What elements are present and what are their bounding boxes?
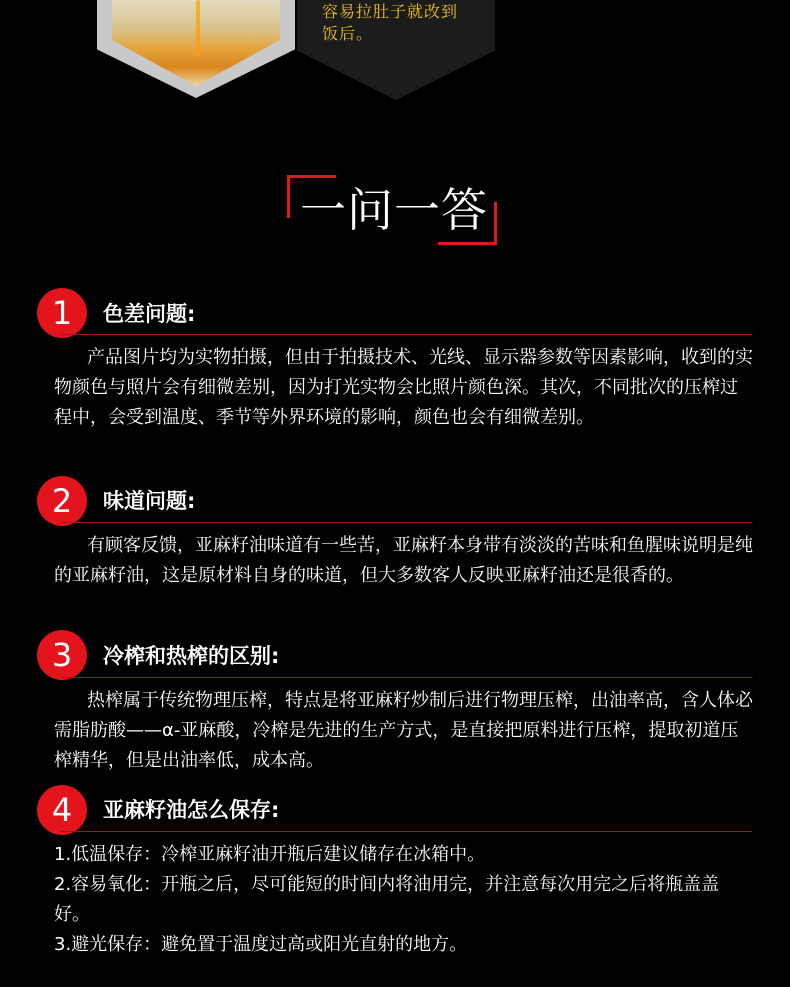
faq-divider	[60, 522, 752, 523]
faq-heading: 亚麻籽油怎么保存:	[103, 798, 280, 822]
storage-tip-item: 3.避光保存：避免置于温度过高或阳光直射的地方。	[54, 934, 468, 955]
number-badge: 2	[37, 476, 87, 526]
number-badge: 1	[37, 288, 87, 338]
faq-divider	[60, 334, 752, 335]
number-badge: 4	[37, 785, 87, 835]
tip-line: 容易拉肚子就改到	[322, 2, 459, 21]
tip-line: 饭后。	[322, 24, 374, 43]
faq-divider	[60, 677, 752, 678]
faq-body	[54, 840, 754, 960]
faq-paragraph: 有顾客反馈，亚麻籽油味道有一些苦，亚麻籽本身带有淡淡的苦味和鱼腥味说明是纯的亚麻籽油，这是原材料自身的味道，但大多数客人反映亚麻籽油还是很香的。	[54, 535, 753, 586]
tip-text	[322, 0, 482, 45]
top-product-banner	[0, 0, 790, 110]
storage-tip-item: 1.低温保存：冷榨亚麻籽油开瓶后建议储存在冰箱中。	[54, 844, 486, 865]
faq-heading: 色差问题:	[103, 302, 196, 326]
faq-title: 一问一答	[300, 183, 488, 237]
faq-heading: 冷榨和热榨的区别:	[103, 644, 280, 668]
faq-body	[54, 343, 754, 433]
storage-tip-item: 2.容易氧化：开瓶之后，尽可能短的时间内将油用完，并注意每次用完之后将瓶盖盖好。	[54, 874, 720, 925]
faq-divider	[60, 831, 752, 832]
faq-title-block	[287, 175, 497, 245]
faq-heading: 味道问题:	[103, 489, 196, 513]
faq-paragraph: 产品图片均为实物拍摄，但由于拍摄技术、光线、显示器参数等因素影响，收到的实物颜色与照片会有细微差别，因为打光实物会比照片颜色深。其次，不同批次的压榨过程中，会受到温度、季节等外界环境的影响，颜色也会有细微差别。	[54, 347, 753, 428]
faq-paragraph: 热榨属于传统物理压榨，特点是将亚麻籽炒制后进行物理压榨，出油率高，含人体必需脂肪酸——α-亚麻酸，冷榨是先进的生产方式，是直接把原料进行压榨，提取初道压榨精华，但是出油率低，成本高。	[54, 690, 753, 771]
faq-body	[54, 531, 754, 591]
faq-body	[54, 686, 754, 776]
number-badge: 3	[37, 630, 87, 680]
oil-stream-image	[196, 0, 200, 58]
